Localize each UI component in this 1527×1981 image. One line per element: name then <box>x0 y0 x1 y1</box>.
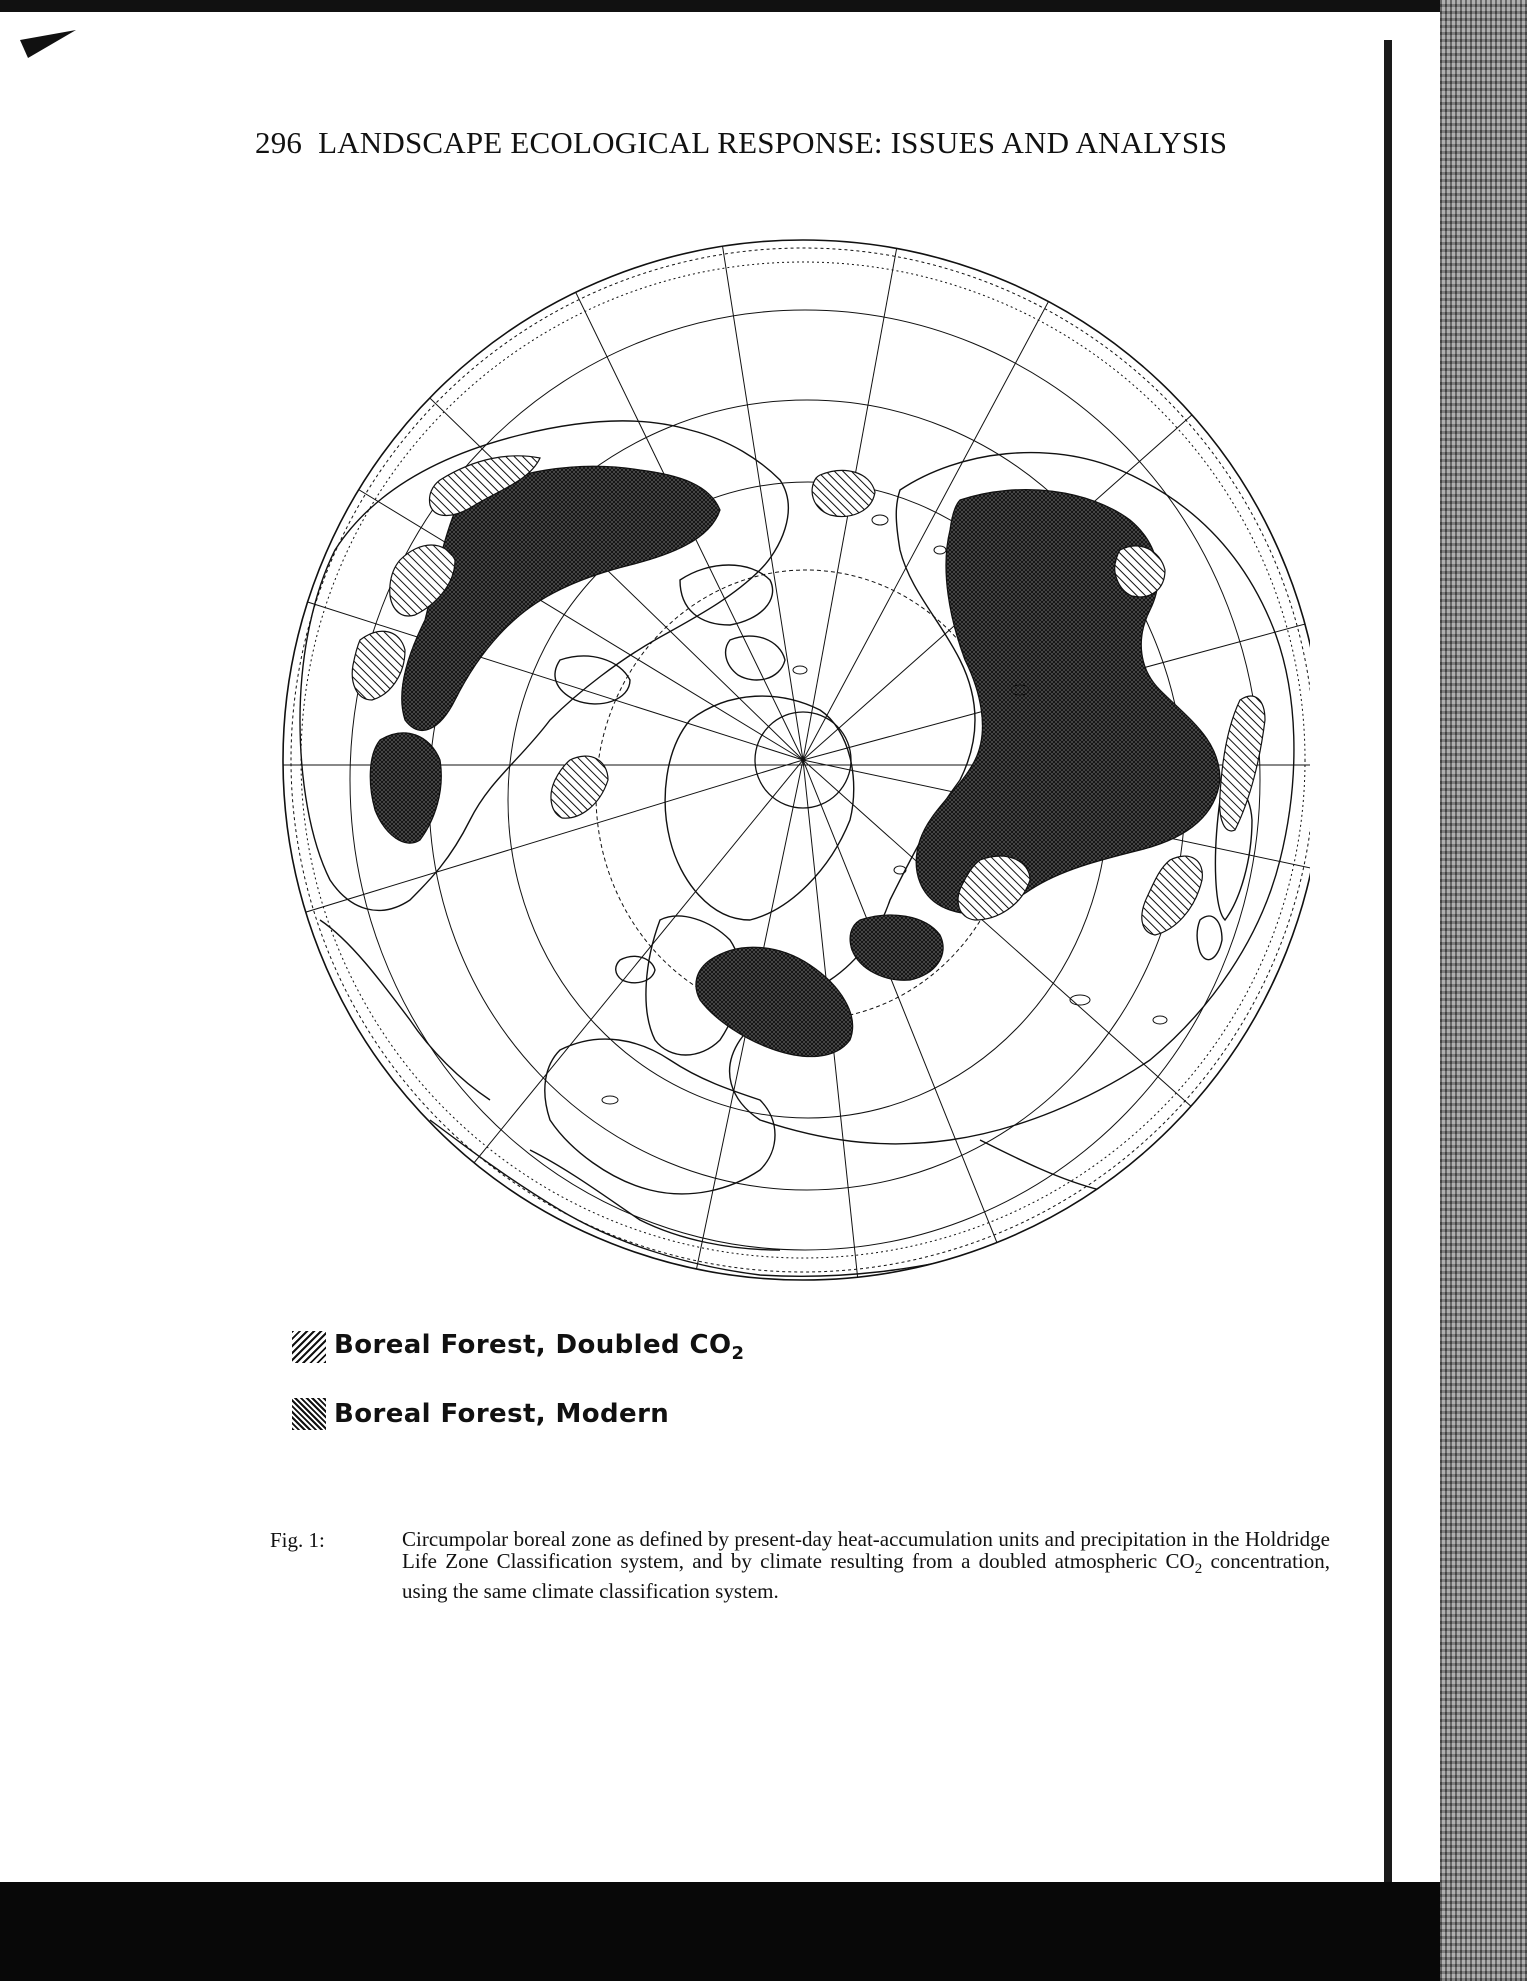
legend-item-doubled <box>292 1330 744 1364</box>
doubled-hatch-swatch <box>292 1331 326 1363</box>
legend-label-modern: Boreal Forest, Modern <box>334 1399 670 1429</box>
circumpolar-map <box>260 220 1310 1320</box>
running-head <box>255 125 1375 161</box>
boreal-forest-modern <box>370 466 1220 1056</box>
modern-hatch-swatch <box>292 1398 326 1430</box>
caption-label: Fig. 1: <box>270 1528 325 1552</box>
page-number: 296 <box>255 125 303 160</box>
caption-text: Circumpolar boreal zone as defined by present-day heat-accumulation units and precipitation in the Holdridge Life Zone Classification system, and by climate resulting from a doubled atmospheric $CO_2$ concentration, using the same climate classification system. <box>402 1527 1331 1604</box>
corner-arrow-icon <box>20 28 80 60</box>
legend-label-doubled: Boreal Forest, Doubled $CO_2$ <box>334 1330 745 1365</box>
running-head-title: LANDSCAPE ECOLOGICAL RESPONSE: ISSUES AND ANALYSIS <box>318 125 1228 160</box>
page-edge-line <box>1384 40 1392 1900</box>
scan-margin <box>1440 0 1527 1981</box>
scan-bottom-band <box>0 1882 1440 1981</box>
legend-item-modern <box>292 1398 669 1430</box>
page-top-rule <box>0 0 1450 12</box>
